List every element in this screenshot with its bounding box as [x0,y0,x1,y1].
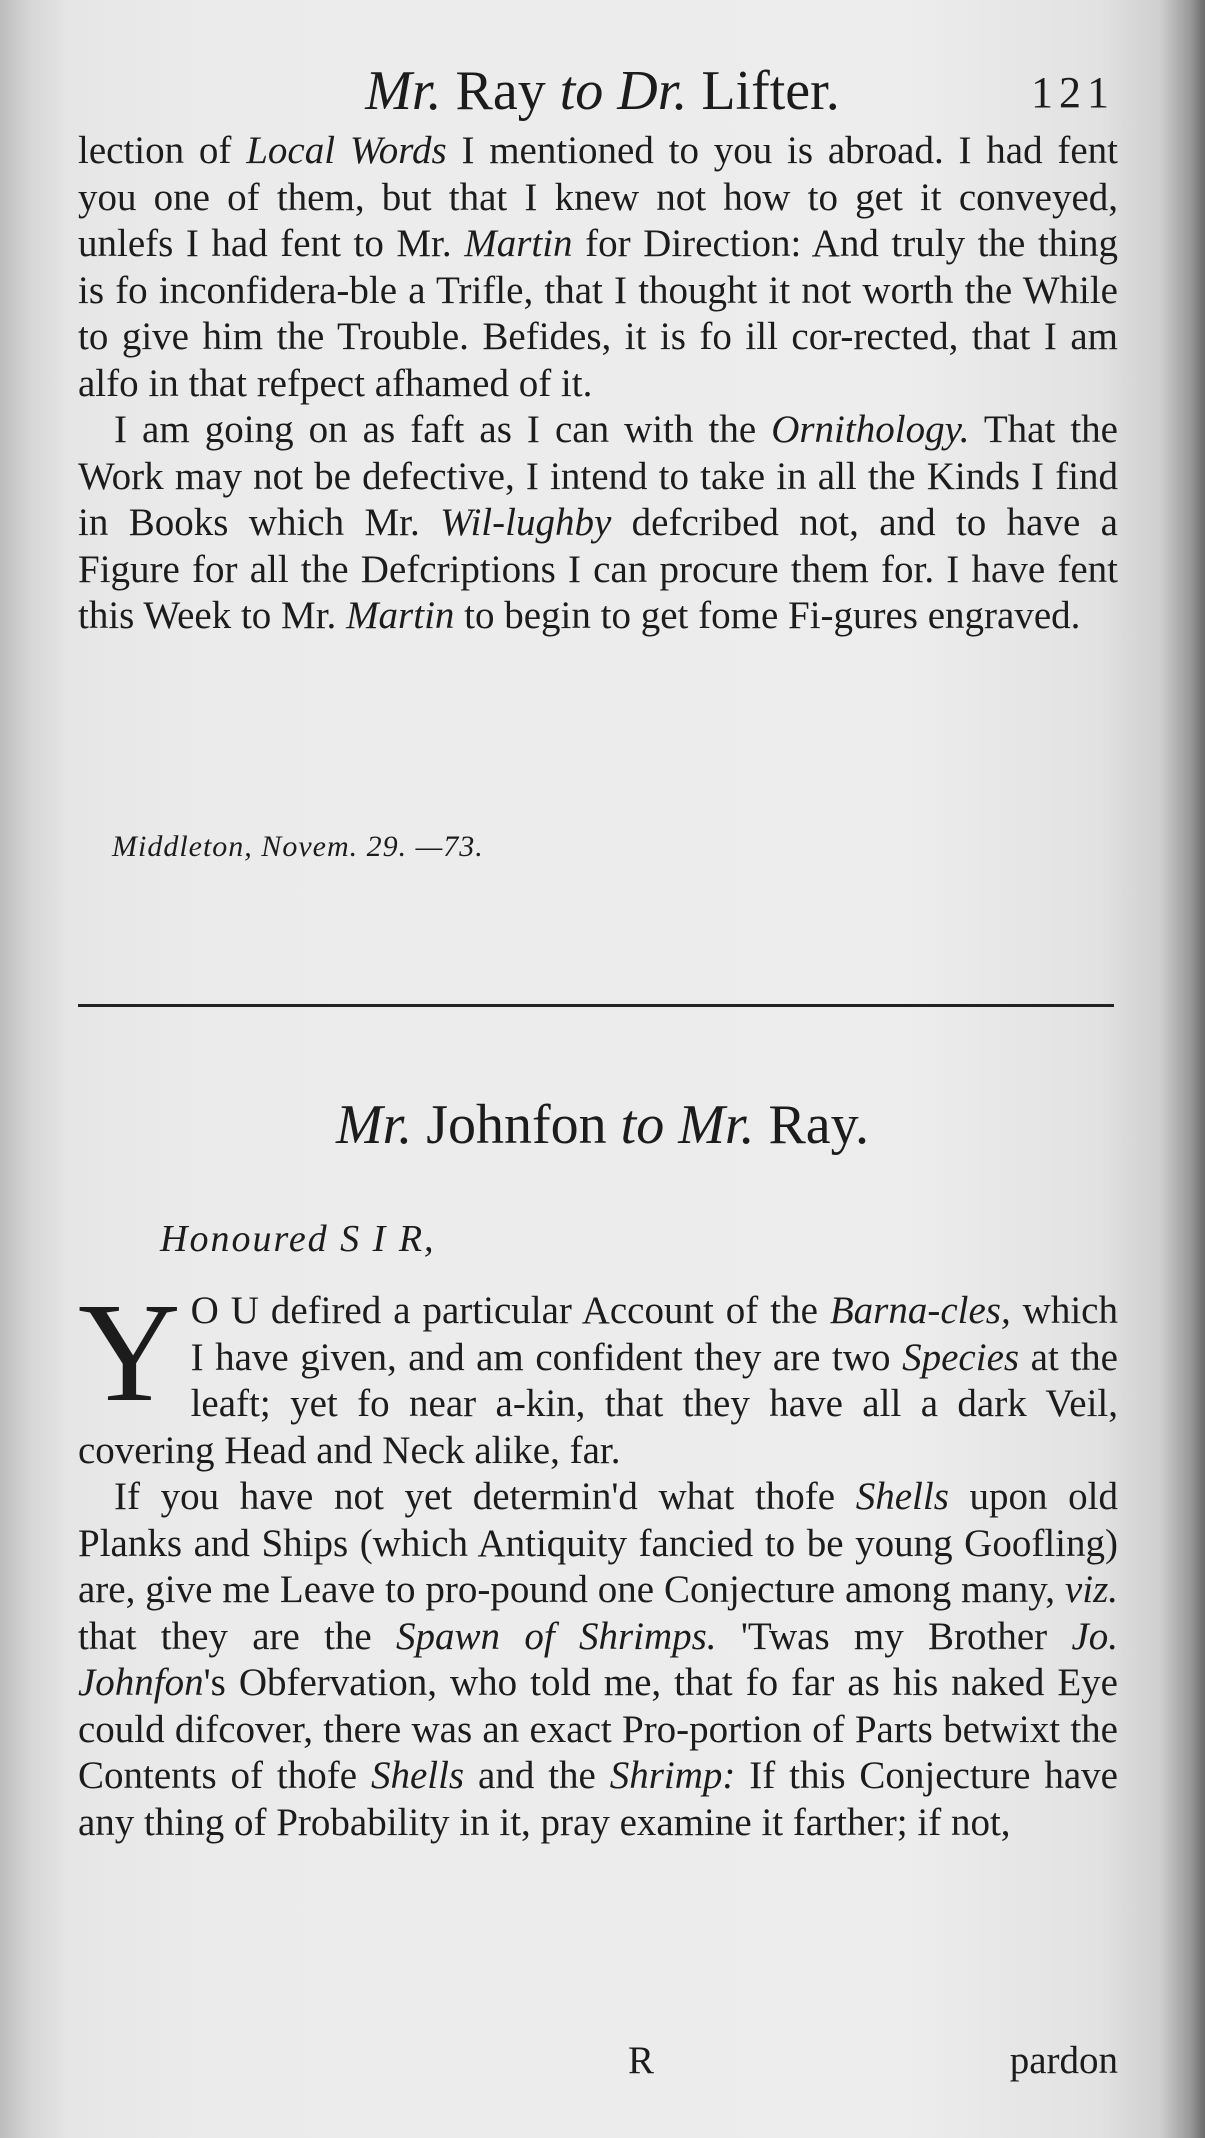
body-text: at the leaft; yet fo near a-kin, that they have all a dark Veil, covering Head and Neck alike, far. [78,1335,1118,1472]
letter-ray-to-lister-body [78,128,1118,640]
running-head-text: Lifter. [687,60,840,122]
body-text: I am going on as faft as I can with the [114,408,772,451]
body-text: Spawn of Shrimps. [396,1614,717,1658]
body-text: for Direction: And truly the thing is fo inconfidera-ble a Trifle, that I thought it not worth the While to give him the Trouble. Befides, it is fo ill cor-rected, that I am alfo in that refpect afhamed of it. [78,222,1119,405]
letter-title-text: Mr. [335,1094,413,1156]
running-head [0,56,1205,126]
body-text: upon old Planks and Ships (which Antiquity fancied to be young Goofling) are, give me Leave to pro-pound one Conjecture among many, [78,1475,1118,1611]
salutation: Honoured S I R, [160,1218,436,1260]
body-text: that they are the [78,1614,397,1658]
catchword: pardon [1009,2039,1118,2082]
section-divider [78,1004,1114,1007]
body-text: 's Obfervation, who told me, that fo far as his naked Eye could difcover, there was an exact Pro-portion of Parts betwixt the Contents of thofe [78,1661,1118,1797]
body-text: Shells [370,1754,465,1797]
body-text: Ornithology. [771,408,970,451]
body-text: to begin to get fome Fi-gures engraved. [454,594,1081,637]
letter-title-text: Ray. [754,1094,870,1156]
body-text: O U defired a particular Account of the [190,1289,830,1332]
page-number: 121 [1031,68,1115,117]
body-text: Local Words [246,129,447,172]
body-text: viz. [1064,1568,1118,1611]
paragraph-ornithology [78,407,1118,640]
body-text: Martin [464,222,573,265]
body-text: I mentioned to you is abroad. I had fent you one of them, but that I knew not how to get it conveyed, unlefs I had fent to Mr. [78,129,1119,265]
letter-johnson-to-ray-body [78,1273,1119,1846]
body-text: 'Twas my Brother [716,1614,1072,1658]
body-text: and the [464,1754,610,1797]
signature-mark: R [628,2039,655,2082]
body-text: Shells [855,1475,949,1518]
running-head-text: to Dr. [559,60,688,122]
body-text: defcribed not, and to have a Figure for all the Defcriptions I can procure them for. I have fent this Week to Mr. [78,501,1118,637]
running-head-text: Mr. [365,60,442,122]
body-text: lection of [78,129,247,172]
letter-title-text: to Mr. [620,1094,755,1156]
body-text: which I have given, and am confident they are two [190,1289,1118,1379]
running-head-text: Ray [441,60,560,122]
body-text: If this Conjecture have any thing of Probability in it, pray examine it farther; if not, [78,1754,1118,1844]
body-text: Wil-lughby [440,501,612,544]
paragraph-shells [78,1474,1118,1846]
drop-cap: Y [78,1273,181,1431]
page-header [0,56,1205,126]
letter-title [0,1085,1205,1165]
body-text: Barna-cles, [829,1289,1011,1332]
letter-title-text: Johnfon [412,1094,621,1156]
body-text: Shrimp: [609,1754,736,1797]
body-text: That the Work may not be defective, I intend to take in all the Kinds I find in Books which Mr. [78,408,1118,544]
body-text: Jo. Johnfon [78,1614,1119,1704]
body-text: Martin [346,594,455,637]
paragraph-barnacles [78,1273,1118,1474]
paragraph-local-words [78,128,1118,407]
dateline: Middleton, Novem. 29. —73. [112,830,484,863]
body-text: Species [902,1335,1020,1379]
body-text: If you have not yet determin'd what thofe [114,1475,856,1518]
